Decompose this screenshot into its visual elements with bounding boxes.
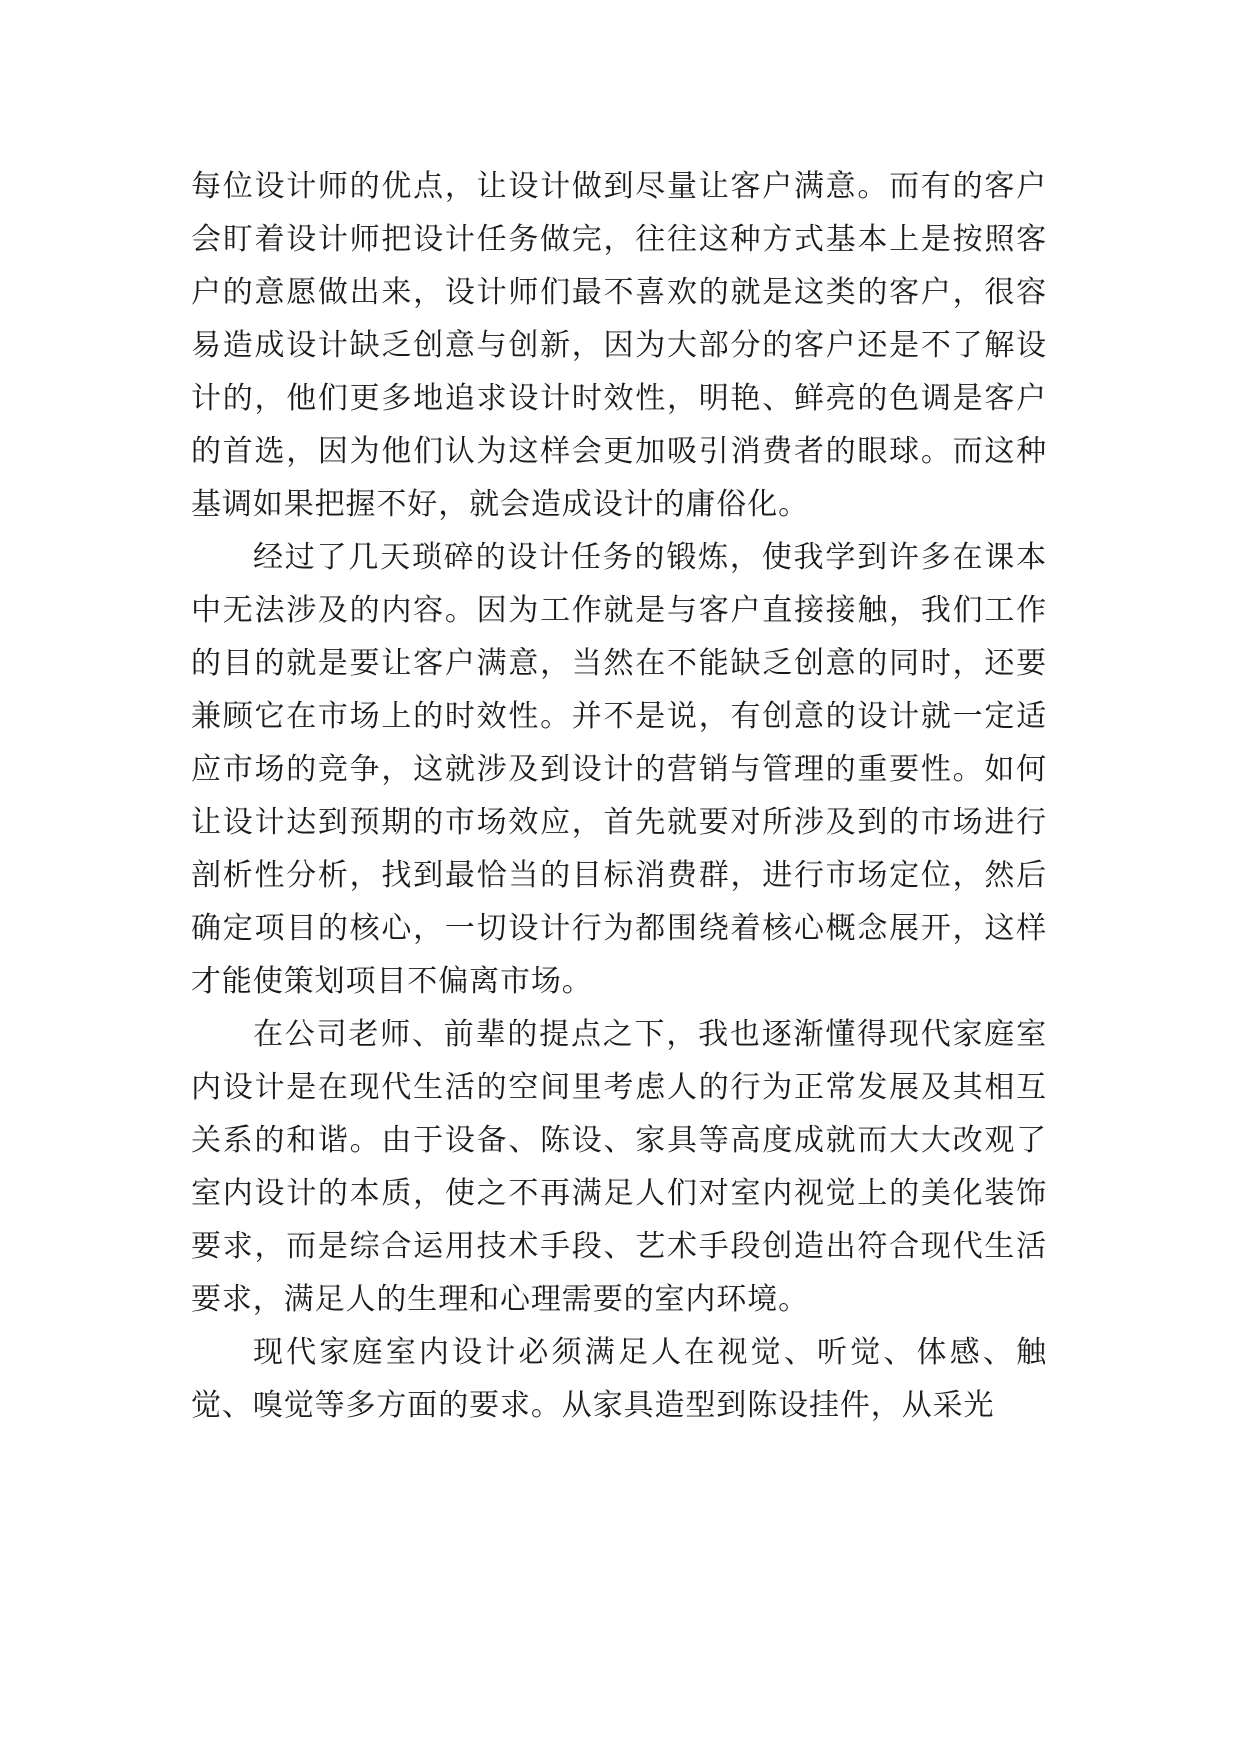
paragraph-1: 每位设计师的优点，让设计做到尽量让客户满意。而有的客户会盯着设计师把设计任务做完，往往这种方式基本上是按照客户的意愿做出来，设计师们最不喜欢的就是这类的客户，很容易造成设计缺乏创意与创新，因为大部分的客户还是不了解设计的，他们更多地追求设计时效性，明艳、鲜亮的色调是客户的首选，因为他们认为这样会更加吸引消费者的眼球。而这种基调如果把握不好，就会造成设计的庸俗化。	[191, 169, 1047, 522]
paragraph-2: 经过了几天琐碎的设计任务的锻炼，使我学到许多在课本中无法涉及的内容。因为工作就是与客户直接接触，我们工作的目的就是要让客户满意，当然在不能缺乏创意的同时，还要兼顾它在市场上的时效性。并不是说，有创意的设计就一定适应市场的竞争，这就涉及到设计的营销与管理的重要性。如何让设计达到预期的市场效应，首先就要对所涉及到的市场进行剖析性分析，找到最恰当的目标消费群，进行市场定位，然后确定项目的核心，一切设计行为都围绕着核心概念展开，这样才能使策划项目不偏离市场。	[191, 540, 1047, 999]
paragraph-4: 现代家庭室内设计必须满足人在视觉、听觉、体感、触觉、嗅觉等多方面的要求。从家具造型到陈设挂件，从采光	[191, 1335, 1047, 1423]
paragraph-3: 在公司老师、前辈的提点之下，我也逐渐懂得现代家庭室内设计是在现代生活的空间里考虑人的行为正常发展及其相互关系的和谐。由于设备、陈设、家具等高度成就而大大改观了室内设计的本质，使之不再满足人们对室内视觉上的美化装饰要求，而是综合运用技术手段、艺术手段创造出符合现代生活要求，满足人的生理和心理需要的室内环境。	[191, 1017, 1047, 1317]
body-text	[191, 160, 1047, 1432]
